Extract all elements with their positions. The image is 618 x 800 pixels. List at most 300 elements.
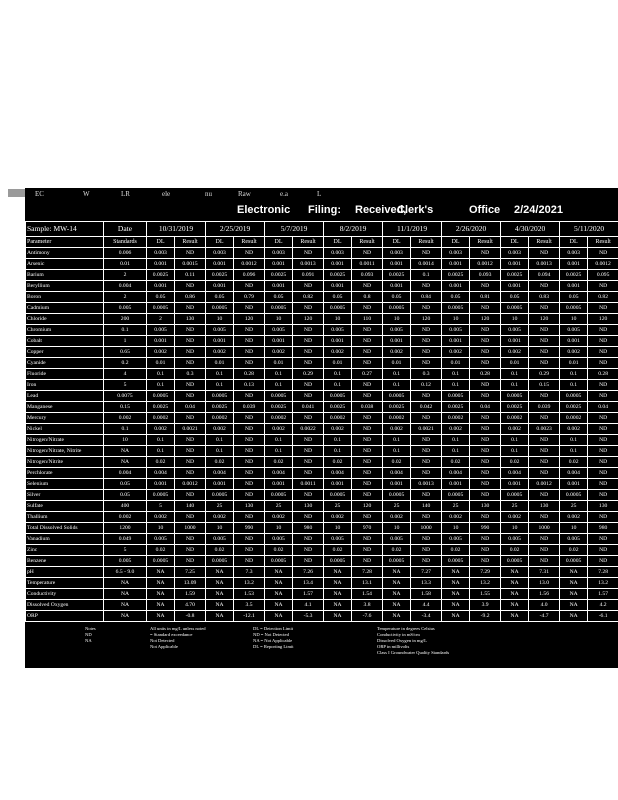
detection-limit: 0.005 [442, 325, 470, 336]
standard-value: 0.049 [104, 534, 147, 545]
detection-limit: 10 [383, 314, 411, 325]
result-value: ND [470, 534, 501, 545]
detection-limit: 0.0002 [383, 413, 411, 424]
result-value: ND [352, 435, 383, 446]
result-value: 1.58 [411, 589, 442, 600]
result-value: 1.56 [529, 589, 560, 600]
detection-limit: 0.1 [324, 369, 352, 380]
result-value: -9.2 [470, 611, 501, 622]
detection-limit: 0.1 [501, 380, 529, 391]
header-text: W [83, 190, 90, 198]
detection-limit: 0.005 [265, 534, 293, 545]
parameter-name: Iron [26, 380, 104, 391]
table-row [26, 468, 618, 479]
result-header: Result [352, 237, 383, 248]
result-value: ND [352, 424, 383, 435]
table-row [26, 435, 618, 446]
result-value: ND [175, 468, 206, 479]
detection-limit: 0.005 [147, 534, 175, 545]
detection-limit: 0.01 [501, 358, 529, 369]
result-value: -4.7 [529, 611, 560, 622]
result-value: ND [352, 358, 383, 369]
result-value: ND [411, 468, 442, 479]
detection-limit: 0.003 [324, 248, 352, 259]
result-value: 13.09 [175, 578, 206, 589]
result-value: ND [411, 446, 442, 457]
result-value: ND [411, 347, 442, 358]
detection-limit: 0.02 [501, 545, 529, 556]
result-value: ND [411, 490, 442, 501]
detection-limit: 0.002 [383, 512, 411, 523]
detection-limit: 0.005 [147, 325, 175, 336]
dl-header: DL [265, 237, 293, 248]
parameter-name: Perchlorate [26, 468, 104, 479]
detection-limit: NA [442, 578, 470, 589]
result-value: 7.29 [470, 567, 501, 578]
detection-limit: NA [206, 578, 234, 589]
parameter-name: Fluoride [26, 369, 104, 380]
detection-limit: 0.002 [265, 347, 293, 358]
detection-limit: 0.02 [383, 545, 411, 556]
detection-limit: 0.02 [324, 545, 352, 556]
result-value: 0.04 [175, 402, 206, 413]
result-value: ND [411, 556, 442, 567]
parameter-name: Total Dissolved Solids [26, 523, 104, 534]
result-value: 1000 [175, 523, 206, 534]
result-value: 990 [234, 523, 265, 534]
dl-header: DL [501, 237, 529, 248]
detection-limit: 0.1 [265, 380, 293, 391]
footnote-line: ND [85, 632, 92, 637]
result-value: 0.82 [293, 292, 324, 303]
filing-stamp-word: Electronic [237, 204, 291, 216]
detection-limit: 0.002 [147, 512, 175, 523]
detection-limit: 25 [324, 501, 352, 512]
detection-limit: 0.0002 [265, 413, 293, 424]
table-row [26, 380, 618, 391]
detection-limit: 0.0005 [206, 391, 234, 402]
result-value: ND [293, 303, 324, 314]
result-value: ND [588, 468, 618, 479]
result-value: 130 [234, 501, 265, 512]
detection-limit: NA [206, 589, 234, 600]
detection-limit: 0.1 [560, 380, 588, 391]
result-value: 7.3 [234, 567, 265, 578]
detection-limit: 0.05 [383, 292, 411, 303]
detection-limit: 0.0005 [147, 556, 175, 567]
detection-limit: 0.001 [442, 259, 470, 270]
result-value: 4.70 [175, 600, 206, 611]
detection-limit: 0.0005 [560, 391, 588, 402]
detection-limit: NA [324, 567, 352, 578]
result-value: ND [470, 435, 501, 446]
detection-limit: 0.0005 [442, 303, 470, 314]
detection-limit: 0.002 [383, 347, 411, 358]
detection-limit: 0.002 [324, 424, 352, 435]
detection-limit: 0.005 [324, 325, 352, 336]
detection-limit: 0.001 [383, 479, 411, 490]
result-value: 13.2 [470, 578, 501, 589]
detection-limit: 0.0005 [147, 490, 175, 501]
detection-limit: 0.001 [265, 336, 293, 347]
filing-stamp-word: Office [469, 204, 501, 216]
detection-limit: NA [147, 589, 175, 600]
result-value: ND [175, 281, 206, 292]
standard-value: 0.005 [104, 556, 147, 567]
table-row [26, 567, 618, 578]
result-value: ND [529, 347, 560, 358]
detection-limit: 0.0005 [442, 556, 470, 567]
result-value: ND [588, 435, 618, 446]
detection-limit: 10 [147, 523, 175, 534]
page-tab-marker [8, 189, 26, 197]
result-value: ND [352, 325, 383, 336]
detection-limit: NA [265, 578, 293, 589]
result-value: 0.0013 [411, 479, 442, 490]
detection-limit: 0.001 [383, 336, 411, 347]
detection-limit: NA [501, 578, 529, 589]
result-value: ND [352, 413, 383, 424]
result-header: Result [234, 237, 265, 248]
detection-limit: NA [442, 611, 470, 622]
detection-limit: 0.05 [265, 292, 293, 303]
result-value: ND [352, 490, 383, 501]
detection-limit: 0.0002 [147, 413, 175, 424]
standard-value: 10 [104, 435, 147, 446]
detection-limit: 0.005 [206, 325, 234, 336]
result-value: ND [293, 380, 324, 391]
result-value: ND [529, 490, 560, 501]
result-value: 7.28 [588, 567, 618, 578]
result-value: ND [588, 281, 618, 292]
result-header: Result [175, 237, 206, 248]
detection-limit: NA [265, 567, 293, 578]
parameter-name: ORP [26, 611, 104, 622]
detection-limit: 0.0005 [324, 303, 352, 314]
parameter-name: Temperature [26, 578, 104, 589]
table-row [26, 270, 618, 281]
result-value: ND [470, 303, 501, 314]
detection-limit: 0.005 [560, 325, 588, 336]
detection-limit: 0.0005 [324, 391, 352, 402]
result-value: ND [411, 248, 442, 259]
detection-limit: 0.0005 [442, 490, 470, 501]
detection-limit: 0.001 [383, 281, 411, 292]
table-row [26, 512, 618, 523]
detection-limit: 0.001 [206, 336, 234, 347]
detection-limit: 0.005 [501, 325, 529, 336]
result-value: 0.039 [234, 402, 265, 413]
footnote-line: Not Detected [150, 638, 175, 643]
parameter-name: Nitrogen/Nitrate [26, 435, 104, 446]
table-row [26, 534, 618, 545]
sample-date: 11/1/2019 [383, 222, 442, 237]
date-label: Date [104, 222, 147, 237]
detection-limit: 0.0025 [560, 402, 588, 413]
result-value: ND [588, 358, 618, 369]
detection-limit: 0.02 [383, 457, 411, 468]
parameter-name: Zinc [26, 545, 104, 556]
footnote-line: NA = Not Applicable [253, 638, 293, 643]
detection-limit: 0.001 [560, 479, 588, 490]
result-value: 0.091 [293, 270, 324, 281]
result-value: ND [588, 325, 618, 336]
standard-value: 0.004 [104, 281, 147, 292]
detection-limit: 10 [265, 523, 293, 534]
result-value: ND [234, 325, 265, 336]
table-row [26, 589, 618, 600]
result-value: ND [293, 446, 324, 457]
detection-limit: 0.05 [560, 292, 588, 303]
detection-limit: 0.01 [442, 358, 470, 369]
detection-limit: 0.0005 [501, 303, 529, 314]
result-value: ND [234, 358, 265, 369]
parameter-name: Silver [26, 490, 104, 501]
detection-limit: NA [383, 611, 411, 622]
dl-header: DL [442, 237, 470, 248]
detection-limit: 0.004 [147, 468, 175, 479]
detection-limit: NA [324, 578, 352, 589]
detection-limit: 0.0005 [324, 556, 352, 567]
detection-limit: NA [501, 611, 529, 622]
table-row [26, 556, 618, 567]
detection-limit: NA [560, 567, 588, 578]
detection-limit: 0.001 [442, 281, 470, 292]
standard-value: 0.15 [104, 402, 147, 413]
result-value: ND [411, 435, 442, 446]
detection-limit: 0.01 [147, 358, 175, 369]
result-value: ND [470, 457, 501, 468]
result-value: 0.84 [411, 292, 442, 303]
result-value: ND [175, 347, 206, 358]
footnote-line: Class I Groundwater Quality Standards [377, 650, 450, 655]
result-value: 0.0012 [175, 479, 206, 490]
result-value: 0.04 [588, 402, 618, 413]
header-text: L [317, 190, 322, 198]
result-value: ND [470, 512, 501, 523]
sample-date: 8/2/2019 [324, 222, 383, 237]
standard-value: 0.006 [104, 248, 147, 259]
result-value: ND [411, 358, 442, 369]
result-value: 120 [352, 501, 383, 512]
detection-limit: 0.002 [442, 347, 470, 358]
result-value: ND [529, 336, 560, 347]
dl-header: DL [324, 237, 352, 248]
table-row [26, 402, 618, 413]
detection-limit: 0.1 [147, 446, 175, 457]
detection-limit: 0.01 [206, 358, 234, 369]
detection-limit: 0.0005 [383, 303, 411, 314]
detection-limit: NA [324, 611, 352, 622]
result-value: ND [529, 391, 560, 402]
detection-limit: 0.0005 [206, 303, 234, 314]
result-value: 0.038 [352, 402, 383, 413]
result-value: ND [411, 325, 442, 336]
standard-value: 4 [104, 369, 147, 380]
result-value: ND [293, 325, 324, 336]
detection-limit: 0.0025 [501, 402, 529, 413]
result-value: ND [588, 457, 618, 468]
detection-limit: 0.002 [206, 512, 234, 523]
detection-limit: 0.003 [560, 248, 588, 259]
sample-date: 5/11/2020 [560, 222, 618, 237]
result-value: ND [293, 248, 324, 259]
result-value: ND [352, 303, 383, 314]
detection-limit: 0.0005 [147, 303, 175, 314]
result-value: ND [470, 490, 501, 501]
result-value: ND [529, 325, 560, 336]
result-value: ND [175, 358, 206, 369]
footnote-column [253, 626, 294, 650]
result-value: ND [411, 512, 442, 523]
result-value: ND [234, 479, 265, 490]
sample-date: 4/30/2020 [501, 222, 560, 237]
result-value: ND [588, 556, 618, 567]
detection-limit: 0.1 [383, 446, 411, 457]
result-value: ND [470, 468, 501, 479]
detection-limit: 0.001 [324, 479, 352, 490]
dl-header: DL [383, 237, 411, 248]
result-value: 4.0 [529, 600, 560, 611]
result-value: ND [234, 468, 265, 479]
detection-limit: 0.005 [383, 325, 411, 336]
standard-value: 6.5 - 9.0 [104, 567, 147, 578]
result-value: 13.2 [588, 578, 618, 589]
result-value: ND [588, 303, 618, 314]
result-value: ND [411, 391, 442, 402]
detection-limit: 0.1 [501, 369, 529, 380]
table-row [26, 501, 618, 512]
result-value: ND [588, 248, 618, 259]
detection-limit: 25 [560, 501, 588, 512]
table-row [26, 325, 618, 336]
table-row [26, 424, 618, 435]
result-value: 0.11 [175, 270, 206, 281]
standard-value: 0.0075 [104, 391, 147, 402]
result-value: ND [352, 512, 383, 523]
detection-limit: 5 [147, 501, 175, 512]
detection-limit: 0.001 [560, 281, 588, 292]
parameter-name: Cyanide [26, 358, 104, 369]
detection-limit: 0.02 [265, 457, 293, 468]
detection-limit: 0.1 [501, 446, 529, 457]
result-value: 13.4 [293, 578, 324, 589]
sample-date: 10/31/2019 [147, 222, 206, 237]
result-value: ND [293, 490, 324, 501]
result-value: ND [588, 413, 618, 424]
result-value: 0.0013 [529, 259, 560, 270]
result-value: ND [588, 336, 618, 347]
result-value: ND [470, 556, 501, 567]
detection-limit: NA [383, 578, 411, 589]
standard-value: 1 [104, 336, 147, 347]
result-value: ND [470, 391, 501, 402]
result-value: ND [352, 336, 383, 347]
detection-limit: 0.001 [147, 281, 175, 292]
detection-limit: 0.02 [560, 545, 588, 556]
detection-limit: 0.002 [501, 512, 529, 523]
standard-header: Standards [104, 237, 147, 248]
detection-limit: NA [442, 567, 470, 578]
result-value: 3.8 [352, 600, 383, 611]
detection-limit: 0.1 [383, 369, 411, 380]
detection-limit: 0.004 [206, 468, 234, 479]
result-value: ND [234, 391, 265, 402]
detection-limit: 0.0025 [147, 402, 175, 413]
detection-limit: 0.1 [147, 380, 175, 391]
result-value: 140 [175, 501, 206, 512]
result-value: 0.83 [529, 292, 560, 303]
footnote-line: ORP in millivolts [377, 644, 410, 649]
result-value: ND [293, 512, 324, 523]
result-value: ND [293, 347, 324, 358]
detection-limit: 0.002 [442, 424, 470, 435]
result-value: ND [470, 358, 501, 369]
result-header: Result [293, 237, 324, 248]
detection-limit: 10 [560, 314, 588, 325]
parameter-name: Thallium [26, 512, 104, 523]
detection-limit: 0.1 [206, 435, 234, 446]
result-value: ND [234, 281, 265, 292]
result-value: 980 [293, 523, 324, 534]
result-value: -7.6 [352, 611, 383, 622]
detection-limit: 0.1 [442, 380, 470, 391]
detection-limit: 0.0005 [265, 490, 293, 501]
detection-limit: 0.0005 [265, 391, 293, 402]
result-value: ND [234, 347, 265, 358]
detection-limit: 0.01 [324, 358, 352, 369]
result-value: ND [588, 380, 618, 391]
header-text: nu [205, 190, 212, 198]
detection-limit: 0.0005 [324, 490, 352, 501]
sample-date: 5/7/2019 [265, 222, 324, 237]
detection-limit: 0.1 [383, 380, 411, 391]
standard-value: 0.01 [104, 259, 147, 270]
detection-limit: 0.02 [442, 545, 470, 556]
parameter-header: Parameter [26, 237, 104, 248]
result-value: ND [234, 446, 265, 457]
table-row [26, 446, 618, 457]
detection-limit: 0.002 [265, 424, 293, 435]
detection-limit: NA [442, 600, 470, 611]
standard-value: 400 [104, 501, 147, 512]
detection-limit: 0.0025 [442, 402, 470, 413]
result-value: ND [234, 556, 265, 567]
table-row [26, 523, 618, 534]
footnote-column [150, 626, 206, 650]
result-value: 130 [588, 501, 618, 512]
result-value: 120 [529, 314, 560, 325]
detection-limit: 0.1 [501, 435, 529, 446]
detection-limit: 0.001 [324, 336, 352, 347]
result-value: -12.1 [234, 611, 265, 622]
detection-limit: NA [383, 589, 411, 600]
detection-limit: 0.0002 [442, 413, 470, 424]
detection-limit: NA [383, 567, 411, 578]
result-value: ND [411, 545, 442, 556]
detection-limit: NA [265, 589, 293, 600]
result-value: ND [529, 468, 560, 479]
detection-limit: NA [147, 600, 175, 611]
result-value: ND [175, 534, 206, 545]
detection-limit: 0.1 [324, 380, 352, 391]
detection-limit: 0.02 [147, 545, 175, 556]
detection-limit: 0.001 [265, 259, 293, 270]
standard-value: 0.004 [104, 468, 147, 479]
detection-limit: 0.02 [560, 457, 588, 468]
result-value: 0.041 [293, 402, 324, 413]
result-value: 13.2 [234, 578, 265, 589]
